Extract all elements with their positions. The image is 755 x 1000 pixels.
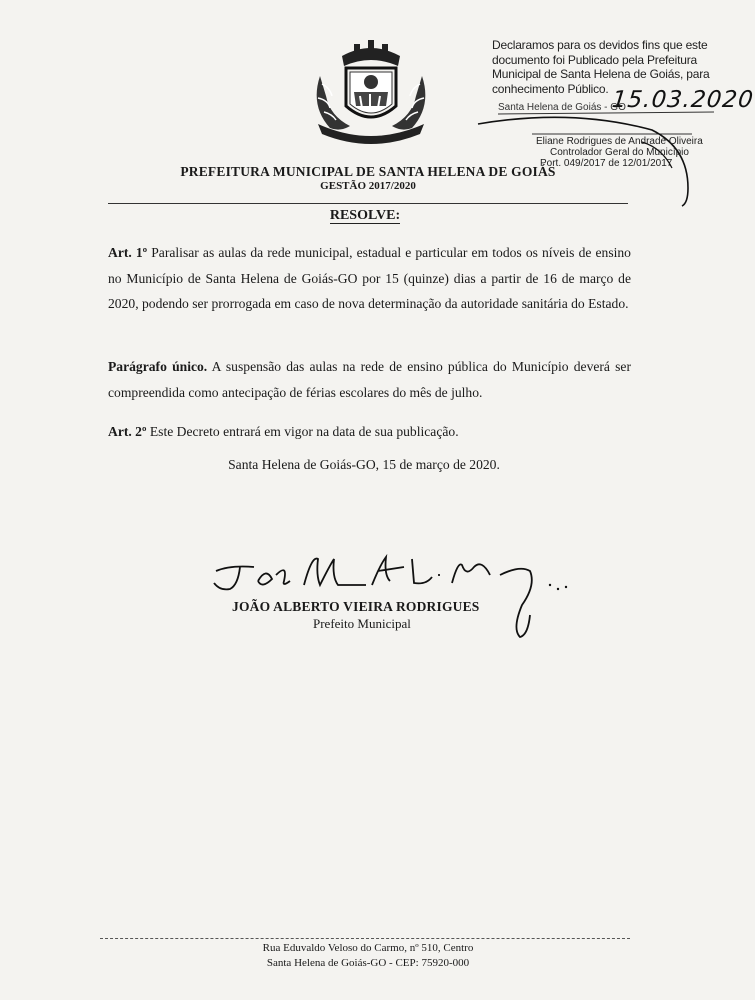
article-2-label: Art. 2º: [108, 424, 147, 439]
page-title: PREFEITURA MUNICIPAL DE SANTA HELENA DE GOIÁS: [180, 164, 556, 179]
signer-role: Prefeito Municipal: [313, 616, 411, 631]
resolve-heading: [0, 208, 720, 224]
controller-name: Eliane Rodrigues de Andrade Oliveira: [536, 136, 703, 147]
article-2-text: Este Decreto entrará em vigor na data de sua publicação.: [146, 424, 459, 439]
footer-address: Rua Eduvaldo Veloso do Carmo, nº 510, Centro: [262, 942, 474, 954]
resolve-label: RESOLVE:: [329, 208, 401, 223]
header-divider: [108, 203, 628, 204]
sole-paragraph-text: A suspensão das aulas na rede de ensino pública do Município deverá ser compreendida como antecipação de férias escolares do mês de julho.: [108, 359, 631, 400]
stamp-date: 15.03.2020: [610, 87, 755, 113]
article-2: [108, 419, 631, 445]
signer-name: JOÃO ALBERTO VIEIRA RODRIGUES: [232, 599, 480, 614]
article-1-text: Paralisar as aulas da rede municipal, estadual e particular em todos os níveis de ensino no Município de Santa Helena de Goiás-GO por 15 (quinze) dias a partir de 16 de março de 2020, podendo ser prorrogada em caso de nova determinação da autoridade sanitária do Estado.: [108, 245, 631, 311]
sole-paragraph-label: Parágrafo único.: [108, 359, 208, 374]
stamp-place: Santa Helena de Goiás - GO: [498, 102, 626, 113]
stamp-declaration: Declaramos para os devidos fins que este documento foi Publicado pela Prefeitura Municipal de Santa Helena de Goiás, para conhecimento Público.: [492, 38, 710, 96]
article-1-label: Art. 1º: [108, 245, 148, 260]
article-1: [108, 240, 631, 317]
footer-city: Santa Helena de Goiás-GO - CEP: 75920-000: [266, 957, 470, 969]
sole-paragraph: [108, 354, 631, 405]
place-and-date: Santa Helena de Goiás-GO, 15 de março de 2020.: [228, 457, 500, 472]
controller-title: Controlador Geral do Município: [550, 147, 689, 158]
footer-divider: [100, 938, 630, 939]
page-subtitle: GESTÃO 2017/2020: [320, 180, 416, 192]
coat-of-arms-icon: [300, 36, 442, 146]
controller-ordinance: Port. 049/2017 de 12/01/2017: [540, 158, 673, 169]
